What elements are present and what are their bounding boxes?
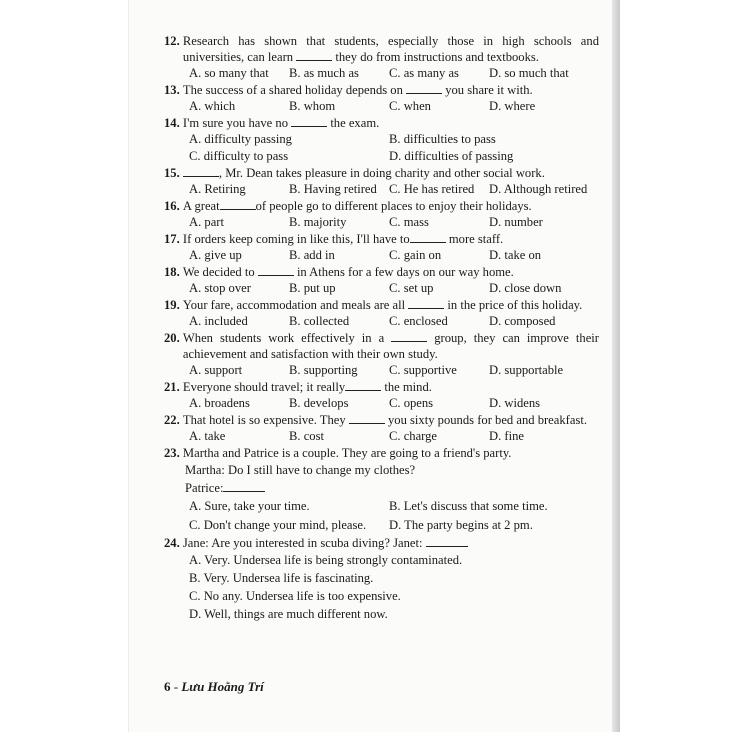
question-20 (164, 330, 599, 379)
option-c: C. opens (389, 396, 434, 410)
option-a: A. difficulty passing (189, 132, 292, 146)
question-23 (164, 445, 599, 535)
answer-options (164, 98, 599, 115)
option-d: D. supportable (489, 363, 564, 377)
question-12 (164, 33, 599, 82)
option-d: D. The party begins at 2 pm. (389, 518, 533, 532)
question-18 (164, 264, 599, 297)
option-c: C. supportive (389, 363, 457, 377)
answer-options (164, 395, 599, 412)
answer-blank (345, 380, 381, 391)
option-d: D. composed (489, 314, 556, 328)
option-a: A. which (189, 99, 236, 113)
question-text: Jane: Are you interested in scuba diving? Janet: (183, 535, 599, 551)
option-c: C. as many as (389, 66, 459, 80)
answer-blank (183, 166, 219, 177)
answer-options (164, 280, 599, 297)
option-a: A. stop over (189, 281, 251, 295)
option-d: D. Although retired (489, 182, 588, 196)
option-a: A. included (189, 314, 248, 328)
answer-blank (223, 481, 265, 492)
question-number: 23. (164, 446, 180, 460)
question-text: Martha and Patrice is a couple. They are going to a friend's party. (182, 446, 512, 460)
question-text: Research has shown that students, especially those in high schools and universities, can learn they do from instructions and textbooks. (182, 34, 599, 64)
option-a: A. take (189, 429, 226, 443)
question-text: Everyone should travel; it really the mind. (182, 380, 432, 394)
question-number: 20. (164, 331, 180, 345)
answer-options (164, 247, 599, 264)
author-name: Lưu Hoằng Trí (181, 679, 264, 694)
question-22 (164, 412, 599, 445)
option-b: B. as much as (289, 66, 359, 80)
option-a: A. support (189, 363, 243, 377)
option-c: C. when (389, 99, 431, 113)
option-c: C. charge (389, 429, 438, 443)
page-number: 6 (164, 679, 171, 694)
question-text: , Mr. Dean takes pleasure in doing charity and other social work. (183, 165, 599, 181)
question-text: A great of people go to different places to enjoy their holidays. (182, 199, 532, 213)
answer-options (164, 131, 599, 165)
answer-blank (258, 265, 294, 276)
option-d: D. so much that (489, 66, 569, 80)
answer-options (164, 181, 599, 198)
answer-blank (408, 298, 444, 309)
option-c: C. enclosed (389, 314, 448, 328)
option-c: C. set up (389, 281, 434, 295)
option-c: C. gain on (389, 248, 442, 262)
question-24 (164, 535, 599, 623)
question-text: That hotel is so expensive. They you sixty pounds for bed and breakfast. (182, 413, 587, 427)
dialogue-line: Martha: Do I still have to change my clothes? (185, 463, 416, 477)
question-number: 24. (164, 536, 180, 550)
question-number: 14. (164, 116, 180, 130)
footer-separator: - (170, 679, 182, 694)
option-d: D. difficulties of passing (389, 149, 514, 163)
option-b: B. put up (289, 281, 336, 295)
question-15 (164, 165, 599, 198)
option-b: B. add in (289, 248, 335, 262)
question-number: 17. (164, 232, 180, 246)
option-b: B. whom (289, 99, 336, 113)
question-number: 15. (164, 166, 180, 180)
option-b: B. Let's discuss that some time. (389, 499, 548, 513)
answer-options (164, 428, 599, 445)
option-b: B. Very. Undersea life is fascinating. (189, 571, 374, 585)
option-a: A. give up (189, 248, 242, 262)
option-c: C. difficulty to pass (189, 149, 289, 163)
option-d: D. where (489, 99, 536, 113)
question-14 (164, 115, 599, 165)
answer-blank (426, 536, 468, 547)
answer-blank (410, 232, 446, 243)
option-a: A. so many that (189, 66, 269, 80)
option-a: A. broadens (189, 396, 250, 410)
option-c: C. Don't change your mind, please. (189, 518, 367, 532)
answer-options (164, 313, 599, 330)
question-text: Your fare, accommodation and meals are all in the price of this holiday. (182, 298, 583, 312)
question-number: 19. (164, 298, 180, 312)
option-a: A. Very. Undersea life is being strongly contaminated. (189, 553, 463, 567)
answer-blank (296, 50, 332, 61)
option-b: B. cost (289, 429, 324, 443)
answer-options (164, 214, 599, 231)
question-number: 18. (164, 265, 180, 279)
dialogue-line: Patrice: (164, 479, 599, 497)
option-b: B. majority (289, 215, 347, 229)
question-16 (164, 198, 599, 231)
option-b: B. develops (289, 396, 349, 410)
option-c: C. mass (389, 215, 429, 229)
answer-blank (220, 199, 256, 210)
answer-blank (391, 331, 427, 342)
answer-options (164, 362, 599, 379)
question-text: The success of a shared holiday depends on you share it with. (182, 83, 533, 97)
answer-options (164, 551, 599, 623)
option-d: D. widens (489, 396, 541, 410)
option-a: A. part (189, 215, 224, 229)
option-d: D. fine (489, 429, 524, 443)
answer-options (164, 65, 599, 82)
question-17 (164, 231, 599, 264)
question-number: 16. (164, 199, 180, 213)
question-21 (164, 379, 599, 412)
option-d: D. number (489, 215, 543, 229)
option-a: A. Sure, take your time. (189, 499, 310, 513)
question-number: 21. (164, 380, 180, 394)
question-13 (164, 82, 599, 115)
question-text: I'm sure you have no the exam. (182, 116, 380, 130)
option-d: D. take on (489, 248, 542, 262)
question-number: 22. (164, 413, 180, 427)
answer-blank (406, 83, 442, 94)
answer-blank (291, 116, 327, 127)
page-spine-shadow (612, 0, 620, 732)
question-number: 13. (164, 83, 180, 97)
option-d: D. close down (489, 281, 562, 295)
option-b: B. difficulties to pass (389, 132, 496, 146)
page-footer (164, 679, 264, 695)
option-b: B. supporting (289, 363, 358, 377)
question-list (164, 33, 599, 623)
answer-blank (349, 413, 385, 424)
question-19 (164, 297, 599, 330)
option-c: C. He has retired (389, 182, 475, 196)
answer-options (164, 497, 599, 535)
option-a: A. Retiring (189, 182, 246, 196)
option-c: C. No any. Undersea life is too expensive. (189, 589, 401, 603)
question-text: We decided to in Athens for a few days on our way home. (182, 265, 514, 279)
question-text: If orders keep coming in like this, I'll have to more staff. (182, 232, 504, 246)
option-b: B. collected (289, 314, 350, 328)
option-b: B. Having retired (289, 182, 377, 196)
option-d: D. Well, things are much different now. (189, 607, 388, 621)
question-text: When students work effectively in a group, they can improve their achievement and satisfaction with their own study. (182, 331, 599, 361)
question-number: 12. (164, 34, 180, 48)
